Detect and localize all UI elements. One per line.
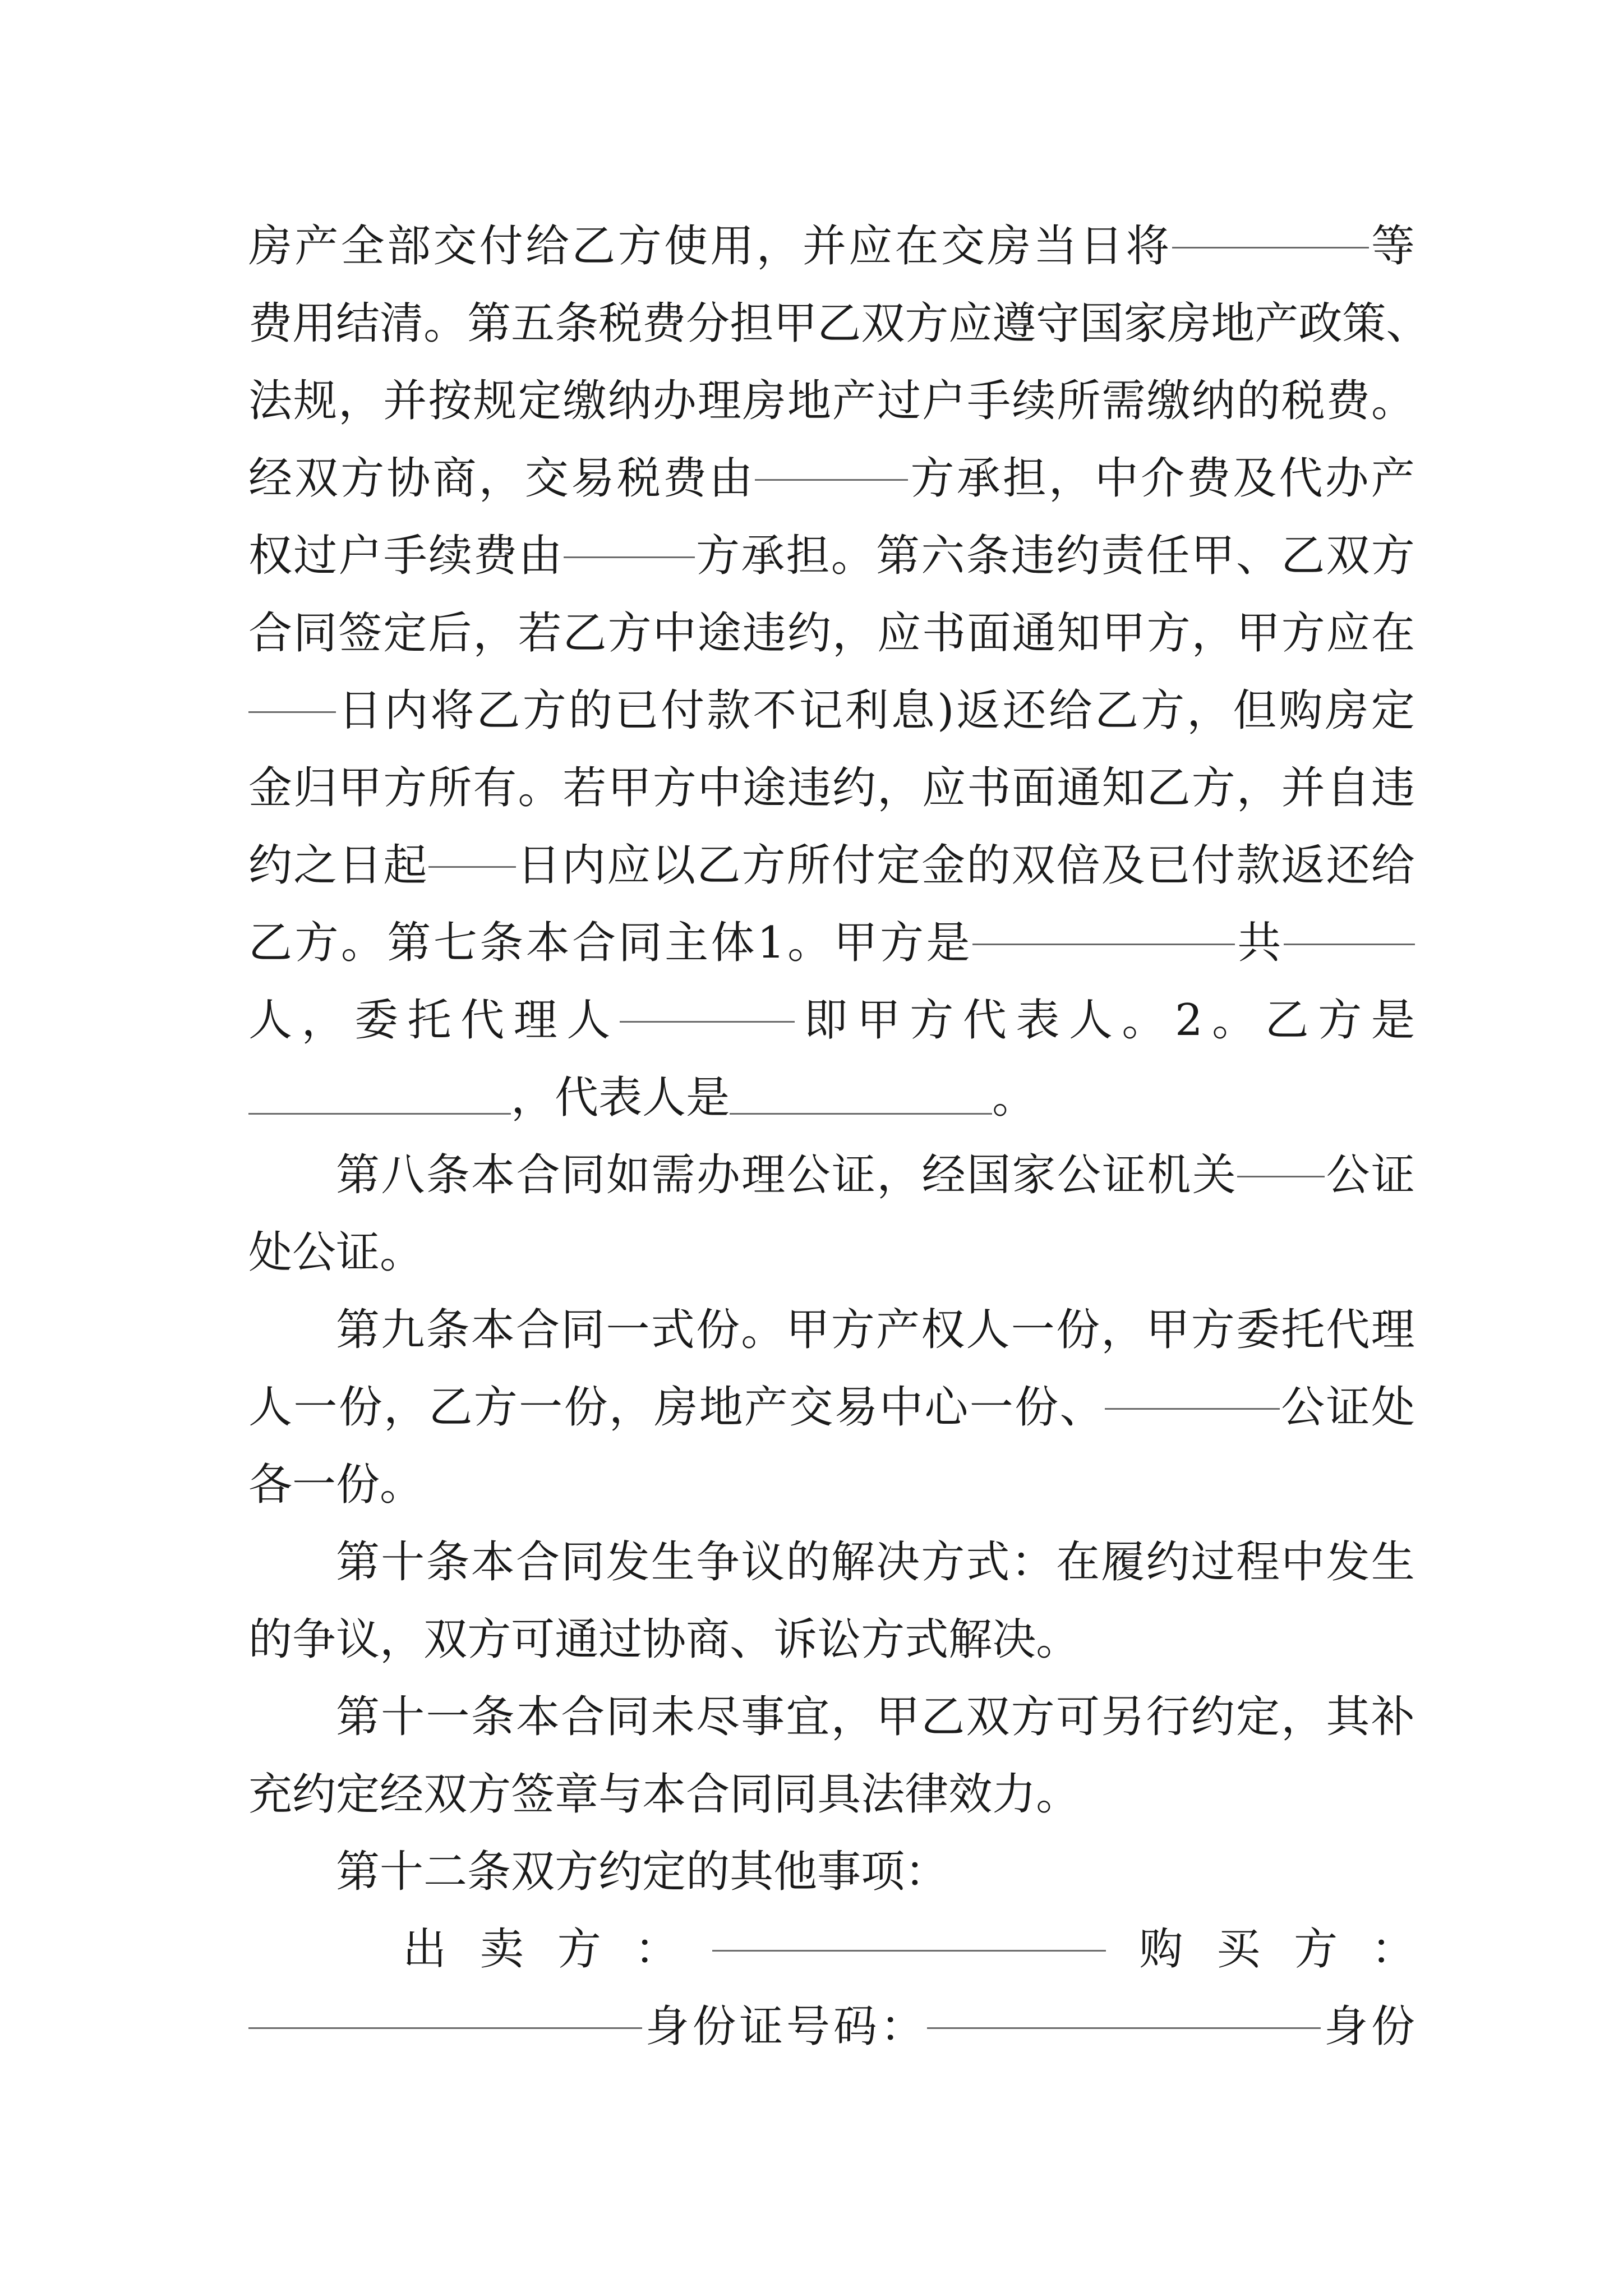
blank-field: [564, 517, 695, 558]
text-line-14: 处公证。: [248, 1227, 424, 1278]
text-line-12: ，代表人是 。: [248, 1059, 1415, 1137]
text-line-13: 第 八 条 本 合 同 如 需 办 理 公 证 ， 经 国 家 公 证 机 关 公 证: [248, 1137, 1415, 1214]
blank-field: [1172, 208, 1369, 249]
signature-line-seller: 出 卖 方 ： 购 买 方 ：: [248, 1911, 1415, 1988]
signature-line-id: 身 份 证 号 码 ： 身 份: [248, 1988, 1415, 2065]
text-line-19: 的争议，双方可通过协商、诉讼方式解决。: [248, 1614, 1080, 1665]
blank-field: [248, 1074, 511, 1115]
text-line-8: 金 归 甲 方 所 有 。 若 甲 方 中 途 违 约 ， 应 书 面 通 知 乙 方 ， 并 自 违: [248, 763, 1415, 813]
blank-field: [248, 672, 336, 713]
text-line-1: 房 产 全 部 交 付 给 乙 方 使 用 ， 并 应 在 交 房 当 日 将 等: [248, 208, 1415, 285]
blank-field: [1284, 904, 1415, 945]
blank-field: [1237, 1137, 1325, 1177]
text-line-18: 第 十 条 本 合 同 发 生 争 议 的 解 决 方 式 ： 在 履 约 过 程 中 发 生: [336, 1537, 1415, 1588]
blank-field: [730, 1074, 992, 1115]
text-line-2: 费 用 结 清 。 第 五 条 税 费 分 担 甲 乙 双 方 应 遵 守 国 家 房 地 产 政 策 、: [248, 298, 1430, 349]
blank-field: [927, 1988, 1321, 2029]
blank-field: [620, 982, 795, 1023]
text-line-15: 第 九 条 本 合 同 一 式 份 。 甲 方 产 权 人 一 份 ， 甲 方 委 托 代 理: [336, 1305, 1415, 1355]
text-line-10: 乙 方 。 第 七 条 本 合 同 主 体 1 。 甲 方 是 共: [248, 904, 1415, 982]
text-line-9: 约 之 日 起 日 内 应 以 乙 方 所 付 定 金 的 双 倍 及 已 付 款 返 还 给: [248, 827, 1415, 904]
contract-text: [248, 208, 1430, 2065]
blank-field: [1105, 1369, 1280, 1410]
blank-field: [248, 1988, 642, 2029]
text-line-6: 合 同 签 定 后 ， 若 乙 方 中 途 违 约 ， 应 书 面 通 知 甲 方 ， 甲 方 应 在: [248, 608, 1415, 659]
text-line-21: 充约定经双方签章与本合同同具法律效力。: [248, 1769, 1080, 1820]
text-line-11: 人 ， 委 托 代 理 人 即 甲 方 代 表 人 。 2 。 乙 方 是: [248, 982, 1415, 1059]
text-line-20: 第 十 一 条 本 合 同 未 尽 事 宜 ， 甲 乙 双 方 可 另 行 约 定 ， 其 补: [336, 1692, 1415, 1742]
text-line-17: 各一份。: [248, 1460, 424, 1510]
text-line-7: 日 内 将 乙 方 的 已 付 款 不 记 利 息 ) 返 还 给 乙 方 ， 但 购 房 定: [248, 672, 1415, 749]
text-line-3: 法 规 ， 并 按 规 定 缴 纳 办 理 房 地 产 过 户 手 续 所 需 缴 纳 的 税 费 。: [248, 376, 1415, 426]
blank-field: [972, 904, 1235, 945]
blank-field: [755, 440, 908, 481]
text-line-16: 人 一 份 ， 乙 方 一 份 ， 房 地 产 交 易 中 心 一 份 、 公 证 处: [248, 1369, 1415, 1446]
text-line-4: 经 双 方 协 商 ， 交 易 税 费 由 方 承 担 ， 中 介 费 及 代 办 产: [248, 440, 1415, 517]
text-line-22: 第十二条双方约定的其他事项：: [336, 1847, 949, 1897]
blank-field: [428, 827, 516, 868]
text-line-5: 权 过 户 手 续 费 由 方 承 担 。 第 六 条 违 约 责 任 甲 、 乙 双 方: [248, 517, 1415, 595]
blank-field: [712, 1911, 1106, 1952]
